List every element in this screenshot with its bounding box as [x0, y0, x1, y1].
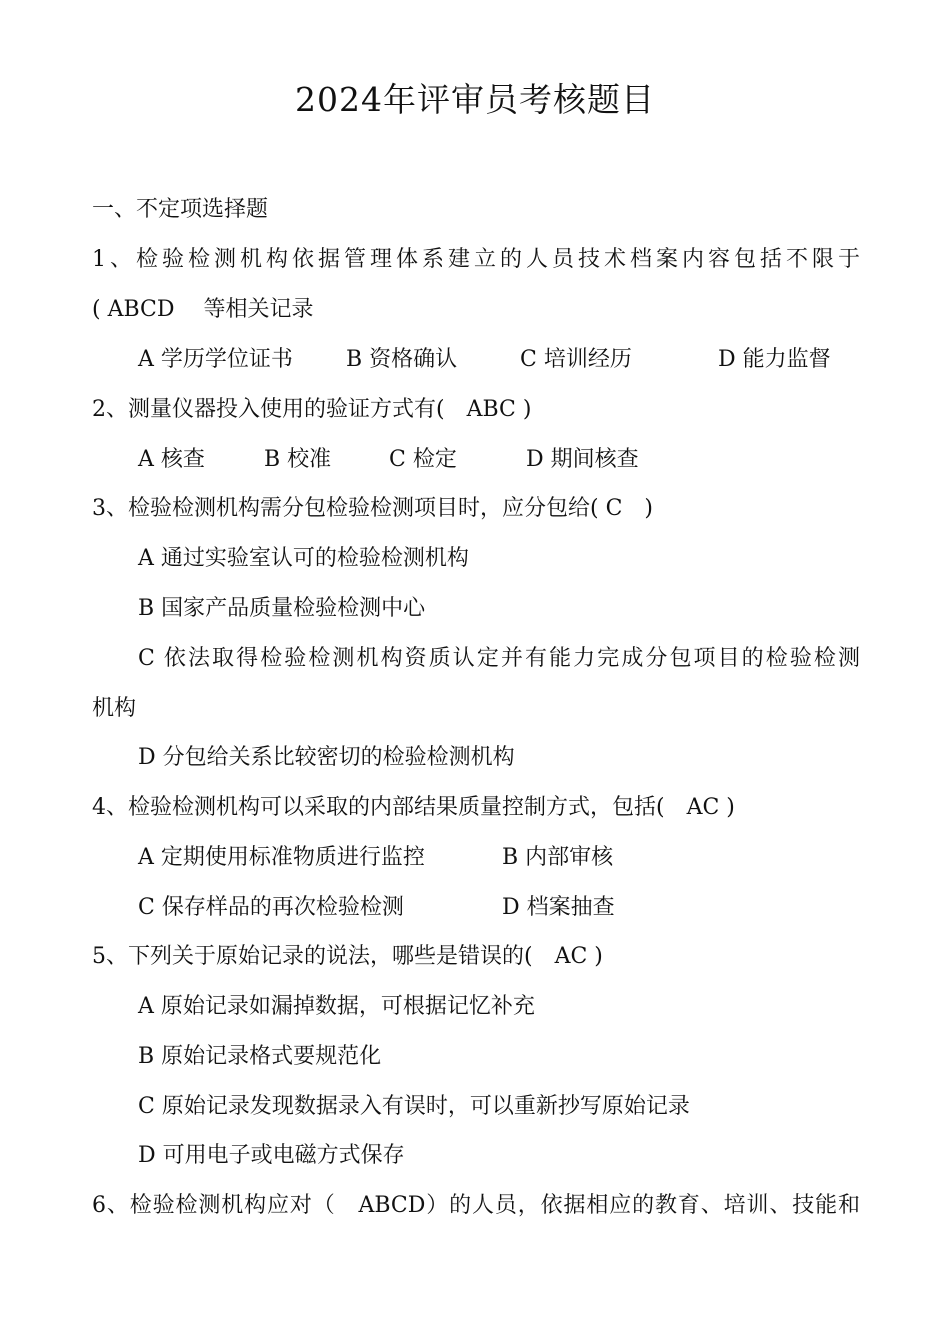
- question-5-option-d: D 可用电子或电磁方式保存: [138, 1143, 405, 1168]
- question-3-option-b: B 国家产品质量检验检测中心: [138, 596, 426, 621]
- question-1-option-b: B 资格确认: [346, 347, 458, 372]
- question-1-line-1: 1、检验检测机构依据管理体系建立的人员技术档案内容包括不限于: [92, 247, 860, 272]
- question-3-option-a: A 通过实验室认可的检验检测机构: [138, 546, 469, 571]
- question-1-line-2: ( ABCD 等相关记录: [92, 297, 314, 322]
- question-3-text: 3、检验检测机构需分包检验检测项目时，应分包给( C ): [92, 496, 653, 521]
- section-heading: 一、不定项选择题: [92, 197, 269, 222]
- question-3-option-c-line-1: C 依法取得检验检测机构资质认定并有能力完成分包项目的检验检测: [138, 646, 860, 671]
- question-5-text: 5、下列关于原始记录的说法，哪些是错误的( AC ): [92, 944, 603, 969]
- page-title: 2024年评审员考核题目: [295, 80, 655, 119]
- question-4-text: 4、检验检测机构可以采取的内部结果质量控制方式，包括( AC ): [92, 795, 735, 820]
- question-2-option-b: B 校准: [264, 447, 332, 472]
- question-2-text: 2、测量仪器投入使用的验证方式有( ABC ): [92, 397, 532, 422]
- question-1-option-c: C 培训经历: [520, 347, 632, 372]
- question-6-text: 6、检验检测机构应对（ ABCD）的人员，依据相应的教育、培训、技能和: [92, 1193, 860, 1218]
- question-3-option-d: D 分包给关系比较密切的检验检测机构: [138, 745, 515, 770]
- question-2-option-a: A 核查: [138, 447, 205, 472]
- question-1-option-d: D 能力监督: [718, 347, 831, 372]
- question-5-option-b: B 原始记录格式要规范化: [138, 1044, 382, 1069]
- question-1-option-a: A 学历学位证书: [138, 347, 293, 372]
- question-5-option-a: A 原始记录如漏掉数据，可根据记忆补充: [138, 994, 535, 1019]
- question-5-option-c: C 原始记录发现数据录入有误时，可以重新抄写原始记录: [138, 1094, 690, 1119]
- question-4-option-b: B 内部审核: [502, 845, 614, 870]
- question-4-option-a: A 定期使用标准物质进行监控: [138, 845, 425, 870]
- question-2-option-d: D 期间核查: [526, 447, 639, 472]
- question-2-option-c: C 检定: [389, 447, 457, 472]
- question-3-option-c-line-2: 机构: [92, 696, 137, 721]
- question-4-option-d: D 档案抽查: [502, 895, 615, 920]
- question-4-option-c: C 保存样品的再次检验检测: [138, 895, 404, 920]
